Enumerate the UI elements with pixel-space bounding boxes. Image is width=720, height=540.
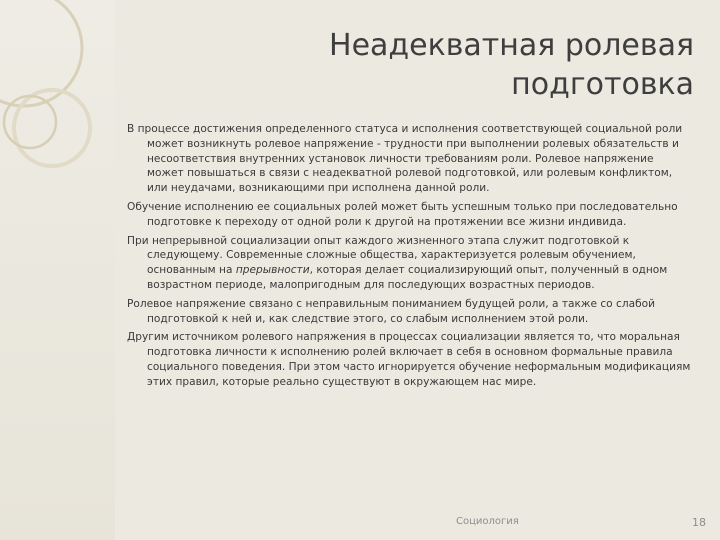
title-line-1: Неадекватная ролевая [329,28,694,63]
paragraph-3-end: , которая делает социализирующий опыт, полученный в одном возрастном периоде, малопригодным для последующих возрастных периодов. [147,264,668,291]
decorative-ring-medium [14,90,90,166]
paragraph-2: Обучение исполнению ее социальных ролей может быть успешным только при последовательно подготовке к переходу от одной роли к другой на протяжении все жизни индивида. [127,200,678,228]
title-line-2: подготовка [511,67,694,102]
slide-body [127,122,693,394]
paragraph-5: Другим источником ролевого напряжения в процессах социализации является то, что моральная подготовка личности к исполнению ролей включает в себя в основном формальные правила социального поведения. При этом часто игнорируется обучение неформальным модификациям этих правил, которые реально существуют в окружающем нас мире. [127,331,691,388]
footer-label: Социология [456,516,519,527]
paragraph-3-start: При непрерывной социализации опыт каждого жизненного этапа служит подготовкой к следующему. Современные сложные общества, характеризуется ролевым обучением, основанным на [127,234,636,277]
paragraph-3 [127,234,693,293]
paragraph-4: Ролевое напряжение связано с неправильным пониманием будущей роли, а также со слабой подготовкой к ней и, как следствие этого, со слабым исполнением этой роли. [127,297,656,325]
slide-title [214,26,694,104]
decorative-ring-small [4,96,56,148]
page-number: 18 [692,516,706,529]
paragraph-3-emphasis: прерывности [235,264,310,277]
paragraph-1: В процессе достижения определенного статуса и исполнения соответствующей социальной роли может возникнуть ролевое напряжение - трудности при выполнении ролевых обязательств и несоответствия внутренних установок личности требованиям роли. Ролевое напряжение может повышаться в связи с неадекватной ролевой подготовкой, или ролевым конфликтом, или неудачами, возникающими при исполнена данной роли. [127,123,683,195]
